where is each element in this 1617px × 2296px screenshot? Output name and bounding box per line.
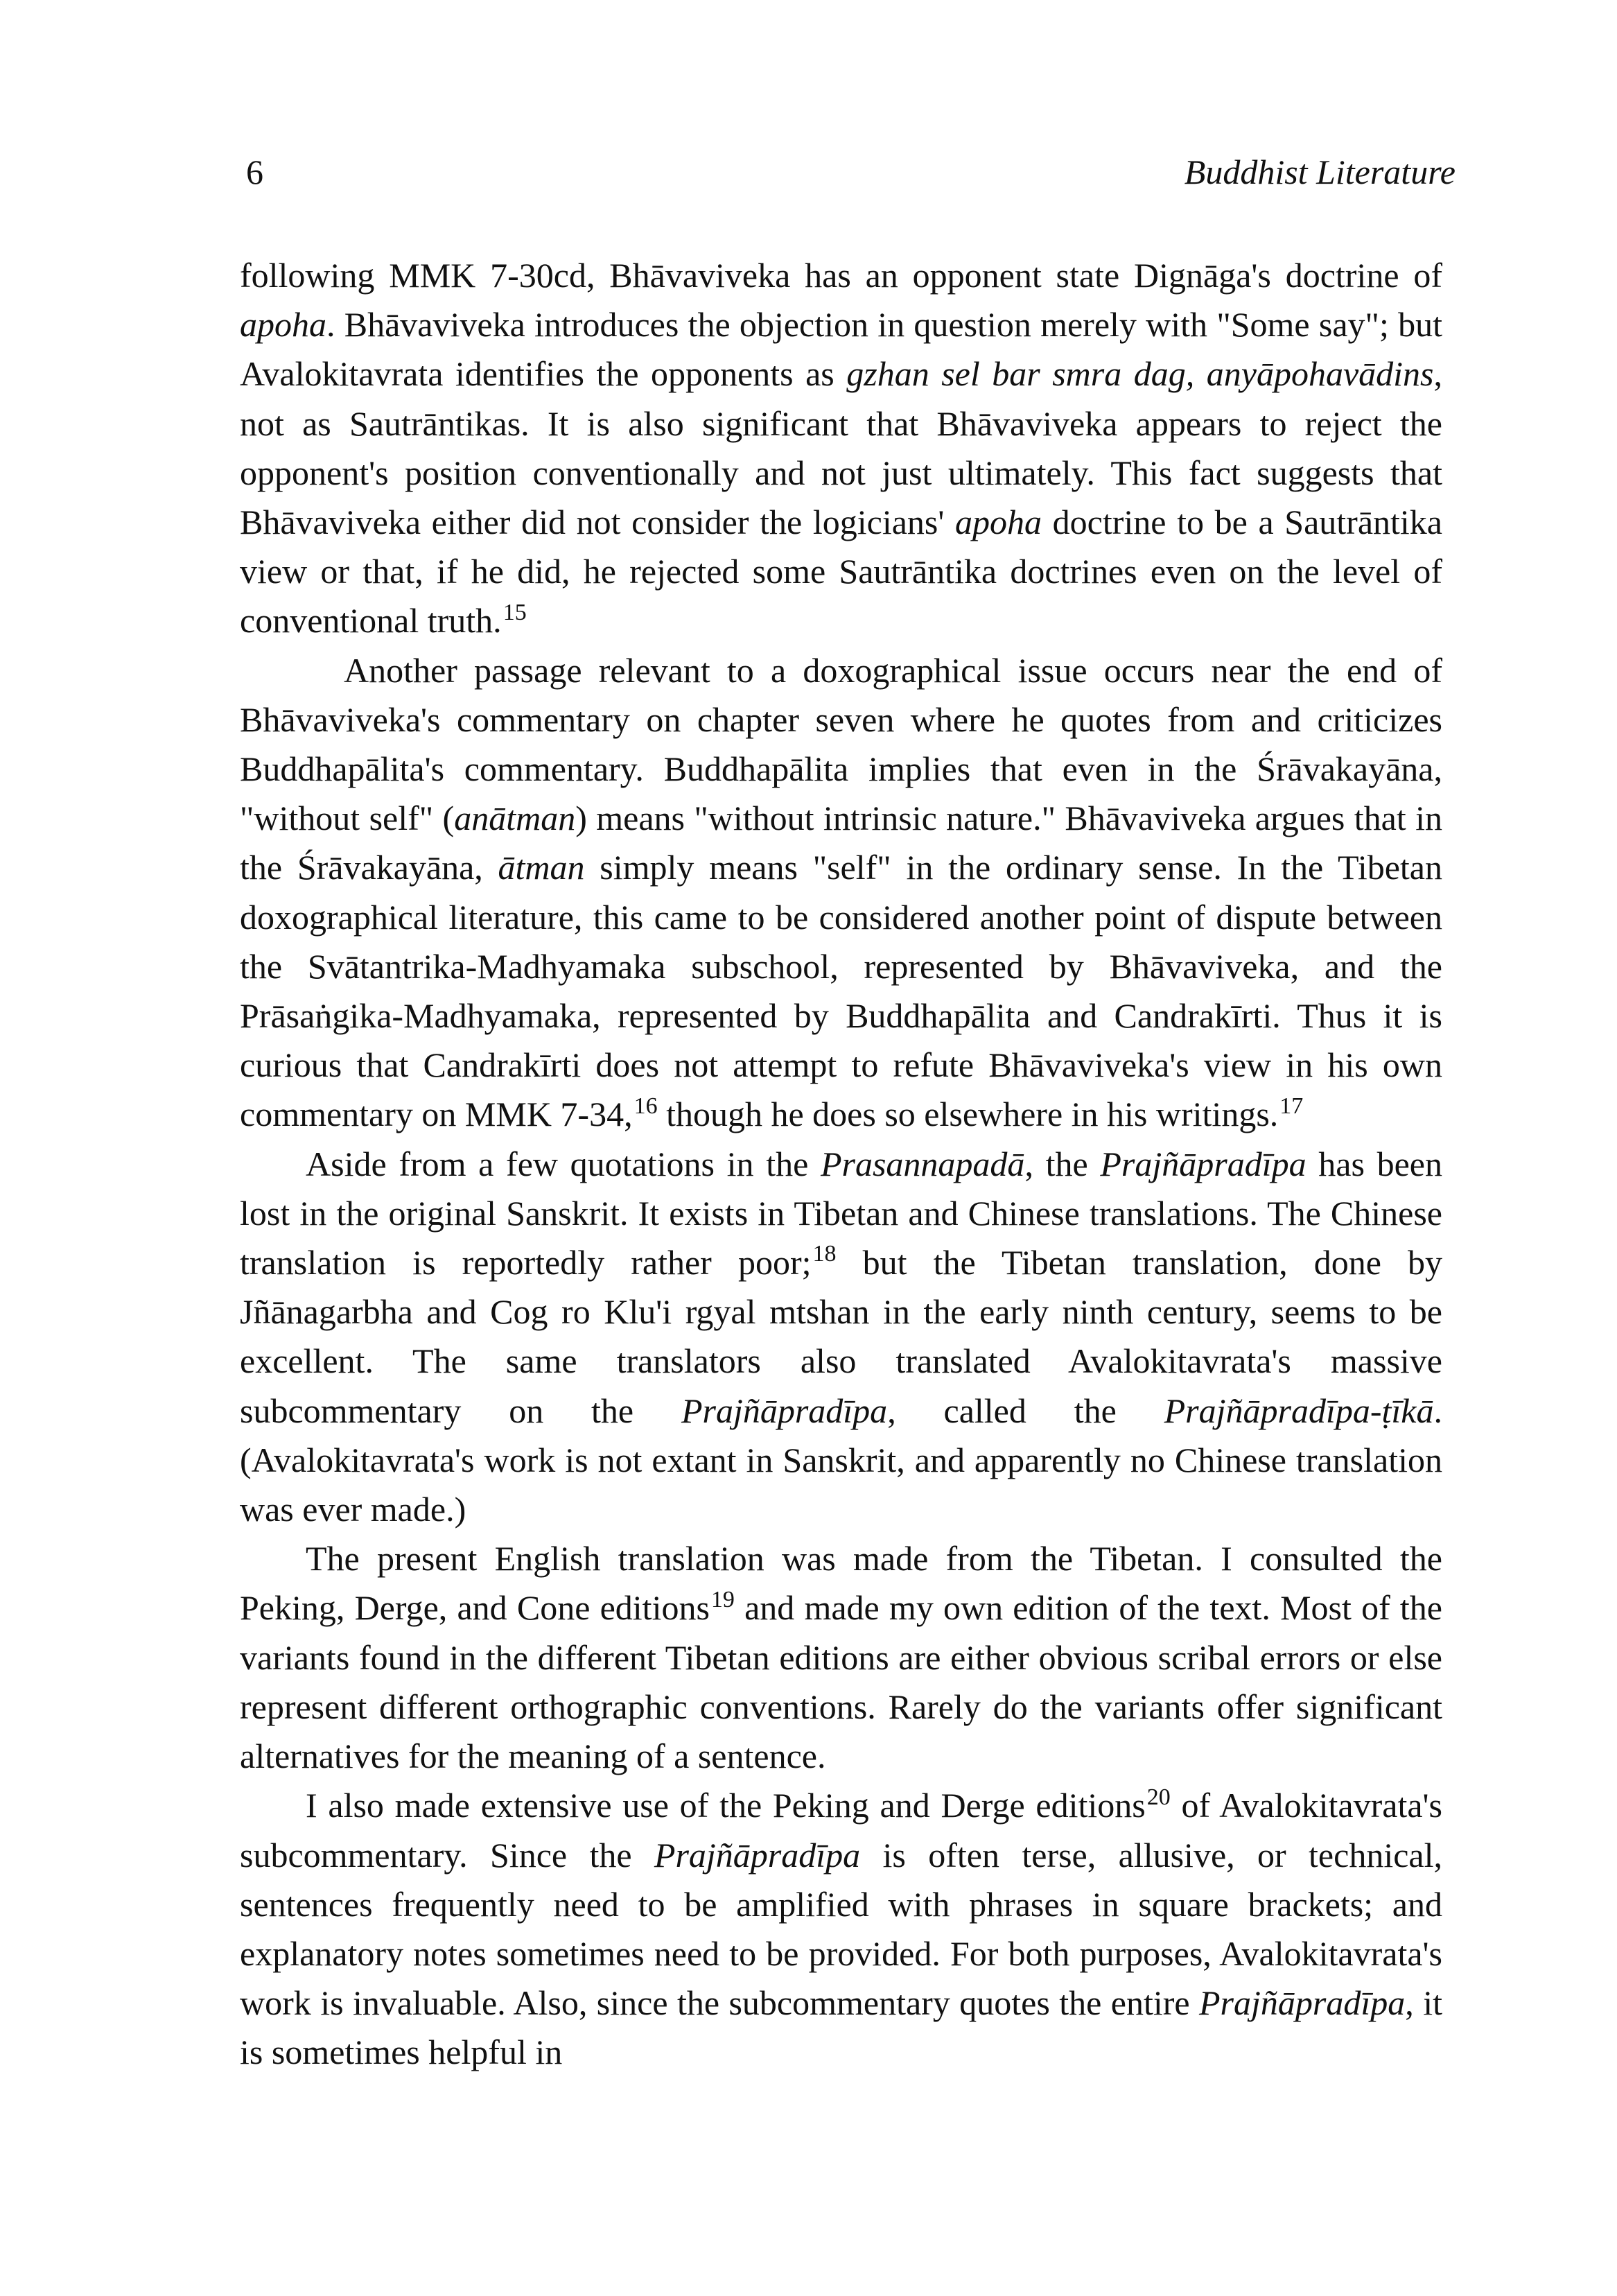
text-run: ) means "without intrinsic nature." Bhāvaviveka argues that in the Śrāvakayāna, [240, 799, 1443, 887]
italic-term: ātman [498, 848, 585, 887]
text-run: , it is sometimes helpful in [240, 1983, 1442, 2072]
footnote-ref[interactable]: 17 [1279, 1093, 1304, 1119]
italic-term: Prajñāpradīpa [1199, 1983, 1406, 2023]
paragraph-4 [240, 1534, 1442, 1781]
running-head: Buddhist Literature [1184, 153, 1456, 191]
text-run: , not as Sautrāntikas. It is also significant that Bhāvaviveka appears to reject the opponent's position conventionally and not just ultimately. This fact suggests that Bhāvaviveka either did not consider the logicians' [240, 354, 1442, 542]
text-run: of Avalokitavrata's subcommentary. Since the [240, 1786, 1442, 1875]
paragraph-1 [240, 251, 1442, 646]
text-run: is often terse, allusive, or technical, sentences frequently need to be amplified with phrases in square brackets; and explanatory notes sometimes need to be provided. For both purposes, Avalokitavrata's work is invaluable. Also, since the subcommentary quotes the entire [240, 1835, 1442, 2023]
text-run: and made my own edition of the text. Most of the variants found in the different Tibetan editions are either obvious scribal errors or else represent different orthographic conventions. Rarely do the variants offer significant alternatives for the meaning of a sentence. [240, 1588, 1442, 1776]
italic-term: Prajñāpradīpa [681, 1391, 888, 1430]
text-run: . (Avalokitavrata's work is not extant in Sanskrit, and apparently no Chinese translation was ever made.) [240, 1391, 1442, 1529]
italic-term: Prajñāpradīpa-ṭīkā [1164, 1391, 1434, 1430]
paragraph-2 [240, 646, 1442, 1140]
text-run: has been lost in the original Sanskrit. It exists in Tibetan and Chinese translations. The Chinese translation is reportedly rather poor; [240, 1144, 1442, 1282]
footnote-ref[interactable]: 15 [502, 599, 527, 625]
italic-term: apoha [955, 503, 1042, 542]
text-run: The present English translation was made from the Tibetan. I consulted the Peking, Derge, and Cone editions [240, 1539, 1442, 1628]
italic-term: anātman [454, 799, 576, 838]
footnote-ref[interactable]: 18 [812, 1241, 837, 1267]
page-header [246, 151, 1456, 200]
text-run: doctrine to be a Sautrāntika view or that, if he did, he rejected some Sautrāntika doctrines even on the level of conventional truth. [240, 503, 1442, 641]
text-run: Another passage relevant to a doxographical issue occurs near the end of Bhāvaviveka's commentary on chapter seven where he quotes from and criticizes Buddhapālita's commentary. Buddhapālita implies that even in the Śrāvakayāna, "without self" ( [240, 650, 1442, 838]
paragraph-5 [240, 1781, 1442, 2077]
footnote-ref[interactable]: 20 [1146, 1784, 1171, 1810]
text-run: though he does so elsewhere in his writings. [657, 1095, 1279, 1134]
text-run: , the [1024, 1144, 1101, 1183]
italic-term: apoha [240, 305, 326, 345]
paragraph-3 [240, 1140, 1442, 1535]
text-run: I also made extensive use of the Peking and Derge editions [306, 1786, 1146, 1825]
text-run: . Bhāvaviveka introduces the objection in question merely with "Some say"; but Avalokitavrata identifies the opponents as [240, 305, 1442, 394]
footnote-ref[interactable]: 16 [633, 1093, 658, 1119]
footnote-ref[interactable]: 19 [710, 1586, 735, 1612]
body-text [240, 251, 1442, 2078]
text-run: following MMK 7-30cd, Bhāvaviveka has an opponent state Dignāga's doctrine of [240, 256, 1442, 295]
italic-term: Prasannapadā [820, 1144, 1025, 1183]
page-number: 6 [246, 153, 263, 191]
italic-term: Prajñāpradīpa [1100, 1144, 1306, 1183]
text-run: Aside from a few quotations in the [306, 1144, 821, 1183]
text-run: but the Tibetan translation, done by Jñānagarbha and Cog ro Klu'i rgyal mtshan in the early ninth century, seems to be excellent. The same translators also translated Avalokitavrata's massive subcommentary on the [240, 1243, 1443, 1430]
text-run: , called the [887, 1391, 1164, 1430]
italic-term: Prajñāpradīpa [654, 1835, 861, 1875]
italic-term: gzhan sel bar smra dag, anyāpohavādins [846, 354, 1434, 394]
text-run: simply means "self" in the ordinary sense. In the Tibetan doxographical literature, this came to be considered another point of dispute between the Svātantrika-Madhyamaka subschool, represented by Bhāvaviveka, and the Prāsaṅgika-Madhyamaka, represented by Buddhapālita and Candrakīrti. Thus it is curious that Candrakīrti does not attempt to refute Bhāvaviveka's view in his own commentary on MMK 7-34, [240, 848, 1442, 1134]
